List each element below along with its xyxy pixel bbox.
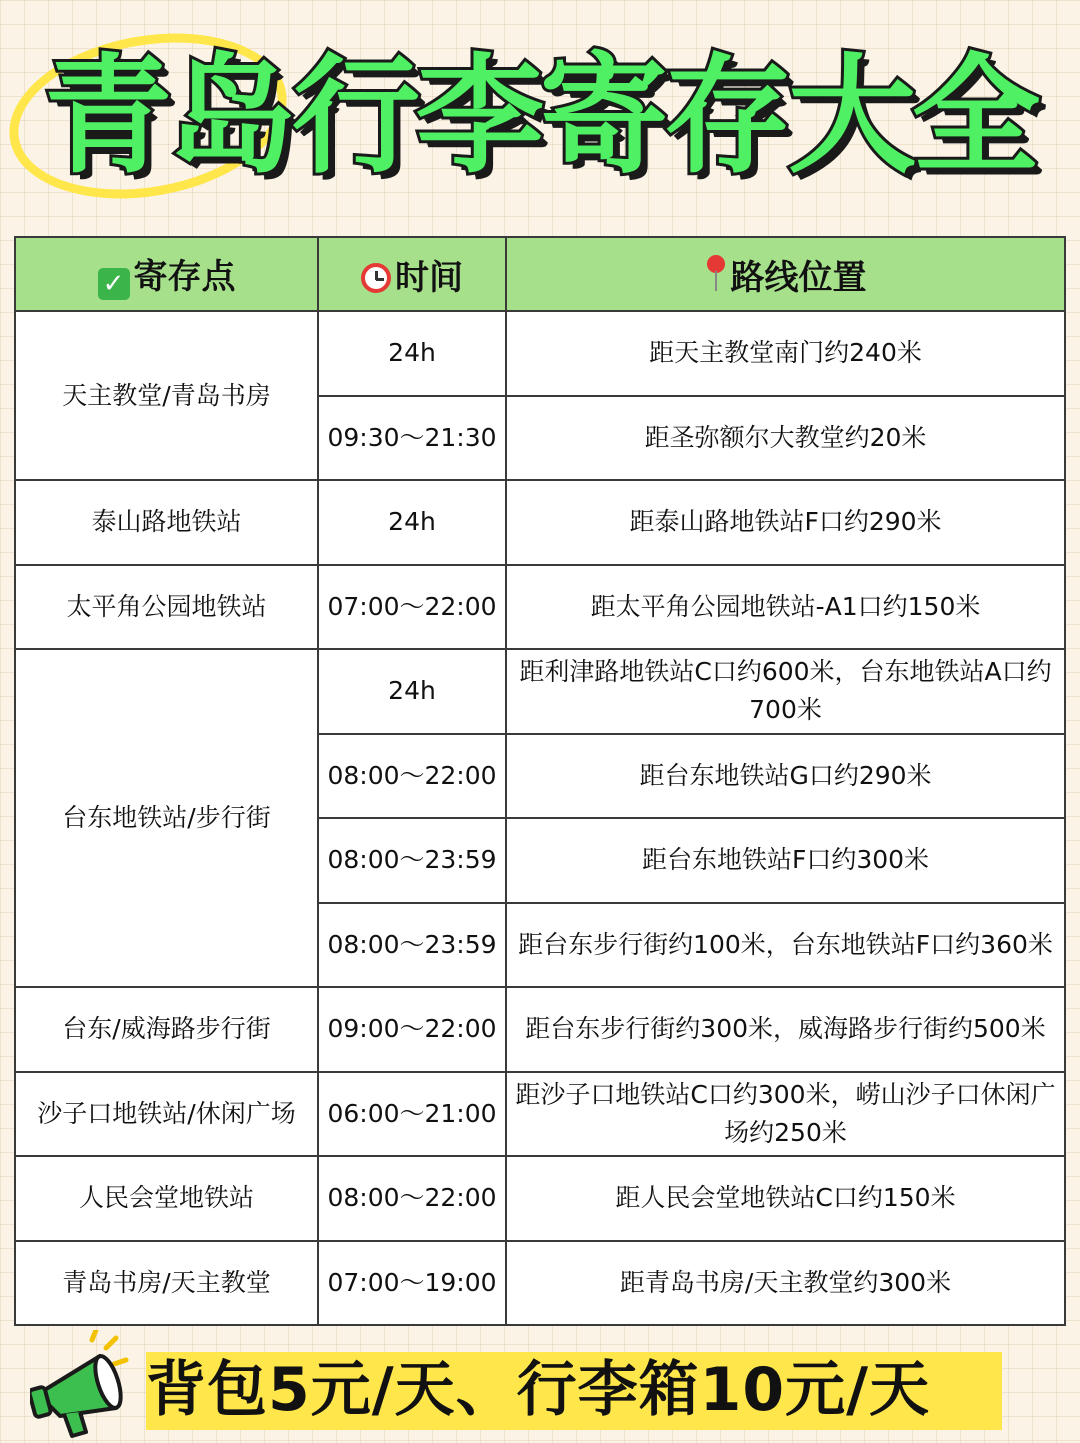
route-cell: 距天主教堂南门约240米	[506, 311, 1065, 396]
route-cell: 距台东地铁站F口约300米	[506, 818, 1065, 903]
time-cell: 07:00～19:00	[318, 1241, 506, 1326]
place-cell: 天主教堂/青岛书房	[15, 311, 318, 480]
route-cell: 距台东步行街约300米，威海路步行街约500米	[506, 987, 1065, 1072]
time-cell: 09:30～21:30	[318, 396, 506, 481]
route-cell: 距青岛书房/天主教堂约300米	[506, 1241, 1065, 1326]
price-text: 背包5元/天、行李箱10元/天	[146, 1355, 931, 1425]
route-cell: 距沙子口地铁站C口约300米，崂山沙子口休闲广场约250米	[506, 1072, 1065, 1157]
time-cell: 08:00～23:59	[318, 903, 506, 988]
place-cell: 太平角公园地铁站	[15, 565, 318, 650]
megaphone-icon	[30, 1330, 140, 1440]
place-cell: 台东地铁站/步行街	[15, 649, 318, 987]
title-area	[0, 0, 1080, 230]
route-cell: 距圣弥额尔大教堂约20米	[506, 396, 1065, 481]
price-area	[0, 1330, 1080, 1443]
table-row	[15, 565, 1065, 650]
alarm-clock-icon	[361, 263, 391, 293]
table-row	[15, 1241, 1065, 1326]
storage-table	[14, 236, 1066, 1326]
table-row	[15, 1156, 1065, 1241]
place-cell: 台东/威海路步行街	[15, 987, 318, 1072]
place-cell: 泰山路地铁站	[15, 480, 318, 565]
check-mark-icon: ✓	[98, 268, 130, 300]
route-cell: 距利津路地铁站C口约600米，台东地铁站A口约700米	[506, 649, 1065, 734]
route-cell: 距人民会堂地铁站C口约150米	[506, 1156, 1065, 1241]
route-cell: 距台东地铁站G口约290米	[506, 734, 1065, 819]
header-route	[506, 237, 1065, 311]
page-title: 青岛行李寄存大全	[43, 42, 1036, 191]
place-cell: 沙子口地铁站/休闲广场	[15, 1072, 318, 1157]
time-cell: 08:00～23:59	[318, 818, 506, 903]
time-cell: 24h	[318, 480, 506, 565]
time-cell: 08:00～22:00	[318, 734, 506, 819]
route-cell: 距太平角公园地铁站-A1口约150米	[506, 565, 1065, 650]
place-cell: 青岛书房/天主教堂	[15, 1241, 318, 1326]
time-cell: 24h	[318, 649, 506, 734]
header-time	[318, 237, 506, 311]
route-cell: 距泰山路地铁站F口约290米	[506, 480, 1065, 565]
place-cell: 人民会堂地铁站	[15, 1156, 318, 1241]
time-cell: 06:00～21:00	[318, 1072, 506, 1157]
time-cell: 09:00～22:00	[318, 987, 506, 1072]
time-cell: 08:00～22:00	[318, 1156, 506, 1241]
table-row	[15, 1072, 1065, 1157]
time-cell: 24h	[318, 311, 506, 396]
header-time-label: 时间	[395, 257, 463, 298]
header-place-label: 寄存点	[133, 256, 236, 297]
header-route-label: 路线位置	[730, 257, 867, 298]
table-header-row	[15, 237, 1065, 311]
table-row	[15, 311, 1065, 396]
map-pin-icon	[705, 255, 727, 295]
header-place	[15, 237, 318, 311]
table-row	[15, 649, 1065, 734]
route-cell: 距台东步行街约100米，台东地铁站F口约360米	[506, 903, 1065, 988]
table-row	[15, 480, 1065, 565]
time-cell: 07:00～22:00	[318, 565, 506, 650]
table-row	[15, 987, 1065, 1072]
